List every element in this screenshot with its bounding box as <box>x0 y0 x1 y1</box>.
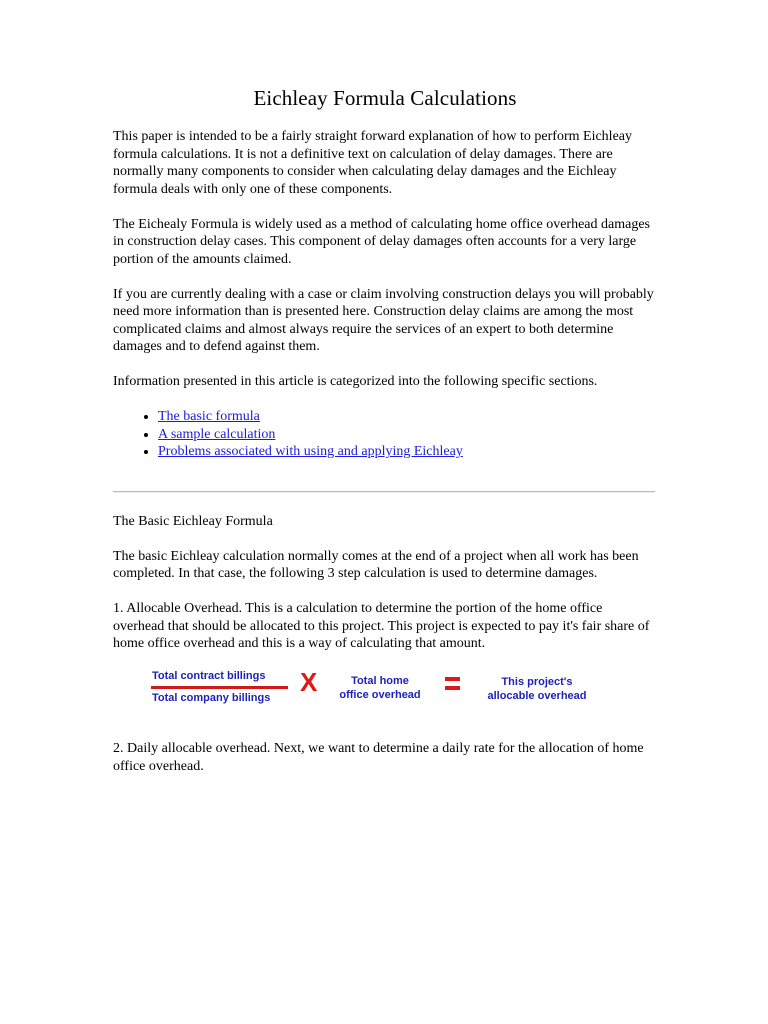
result-line-1: This project's <box>501 676 573 688</box>
factor-line-1: Total home <box>351 675 409 687</box>
formula-numerator: Total contract billings <box>152 670 266 682</box>
link-sample-calculation[interactable]: A sample calculation <box>158 426 276 442</box>
formula-diagram <box>113 667 657 726</box>
section-heading: The Basic Eichleay Formula <box>113 513 273 529</box>
factor-line-2: office overhead <box>339 689 421 701</box>
document-page <box>113 86 657 793</box>
link-problems-eichleay[interactable]: Problems associated with using and applying Eichleay <box>158 444 463 459</box>
list-item <box>158 408 657 426</box>
overview-paragraph: The Eichealy Formula is widely used as a method of calculating home office overhead damages in construction delay cases. This component of delay damages often accounts for a very large portion of the amounts claimed. <box>113 216 651 267</box>
list-item <box>158 426 657 444</box>
equals-icon <box>445 677 460 691</box>
basic-calc-paragraph: The basic Eichleay calculation normally comes at the end of a project when all work has been completed. In that case, the following 3 step calculation is used to determine damages. <box>113 548 639 581</box>
formula-result <box>477 675 597 703</box>
sections-paragraph: Information presented in this article is categorized into the following specific sections. <box>113 374 598 389</box>
allocable-overhead-paragraph: 1. Allocable Overhead. This is a calculation to determine the portion of the home office overhead that should be allocated to this project. This project is expected to pay it's fair share of home office overhead and this is a way of calculating that amount. <box>113 601 650 651</box>
intro-paragraph: This paper is intended to be a fairly straight forward explanation of how to perform Eichleay formula calculations. It is not a definitive text on calculation of delay damages. There are normally many components to consider when calculating delay damages and the Eichleay formula deals with only one of these components. <box>113 129 632 197</box>
fraction-bar <box>151 686 288 689</box>
section-divider <box>113 491 655 493</box>
expert-paragraph: If you are currently dealing with a case or claim involving construction delays you will probably need more information than is presented here. Construction delay claims are among the most complicated claims and almost always require the services of an expert to both determine damages and to defend against them. <box>113 286 654 354</box>
link-basic-formula[interactable]: The basic formula <box>158 409 260 424</box>
formula-factor <box>330 674 430 702</box>
result-line-2: allocable overhead <box>487 690 587 702</box>
list-item <box>158 443 657 461</box>
section-links-list <box>113 408 657 461</box>
daily-overhead-paragraph: 2. Daily allocable overhead. Next, we want to determine a daily rate for the allocation of home office overhead. <box>113 741 644 774</box>
formula-denominator: Total company billings <box>152 692 271 704</box>
multiply-icon: X <box>300 667 318 697</box>
document-title: Eichleay Formula Calculations <box>253 86 517 110</box>
